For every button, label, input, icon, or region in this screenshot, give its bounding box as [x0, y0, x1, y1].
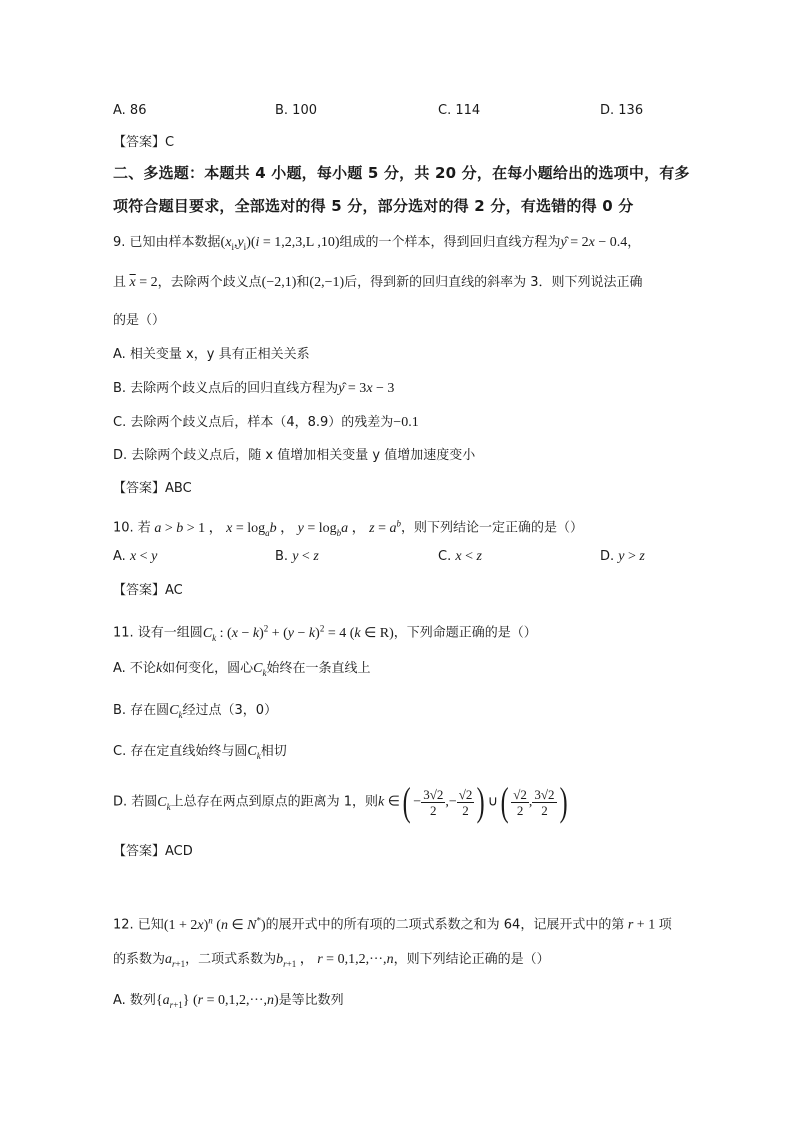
q9-option-d: D. 去除两个歧义点后，随 x 值增加相关变量 y 值增加速度变小	[113, 448, 476, 463]
q8-option-d: D. 136	[600, 103, 644, 118]
q8-option-a: A. 86	[113, 103, 147, 118]
q9-option-b: B. 去除两个歧义点后的回归直线方程为ŷ = 3x − 3	[113, 381, 395, 396]
q12-stem-line2: 的系数为$a_{r+1}$，二项式系数为$b_{r+1}$ ， r = 0,1,2,···,n，则下列结论正确的是（）	[113, 952, 550, 969]
q11-option-d: D. 若圆$C_k$上总存在两点到原点的距离为 1，则k ∈( − $\frac{3√2}{2}$ ,− $\frac{√2}{2}$ ) ∪( $\frac{√2}{2}$ , $\frac{3√2}{2}$ )	[113, 779, 568, 824]
section2-line1: 二、多选题：本题共 4 小题，每小题 5 分，共 20 分，在每小题给出的选项中，有多	[113, 164, 690, 182]
section2-line2: 项符合题目要求，全部选对的得 5 分，部分选对的得 2 分，有选错的得 0 分	[113, 197, 634, 215]
q11-stem: 11. 设有一组圆$C_k$ : $(x - k)^2 + (y - k)^2 = 4$ (k ∈ R)，下列命题正确的是（）	[113, 623, 537, 643]
q9-option-a: A. 相关变量 x，y 具有正相关关系	[113, 347, 310, 362]
q11-option-b: B. 存在圆$C_k$经过点（3，0）	[113, 703, 278, 720]
q10-option-c: C. x < z	[438, 549, 482, 564]
q12-stem-line1: 12. 已知$(1 + 2x)^n$ (n ∈ N*)的展开式中的所有项的二项式系数之和为 64，记展开式中的第 r + 1 项	[113, 915, 672, 933]
q8-option-b: B. 100	[275, 103, 317, 118]
q8-answer: 【答案】C	[113, 135, 175, 150]
q11-option-c: C. 存在定直线始终与圆$C_k$相切	[113, 744, 287, 761]
q9-answer: 【答案】ABC	[113, 481, 192, 496]
q9-stem-line1: 9. 已知由样本数据$(x_i,y_i)(i = 1,2,3,L$ ,10)组成的一个样本，得到回归直线方程为ŷ = 2x − 0.4，	[113, 235, 641, 252]
q9-stem-line3: 的是（）	[113, 313, 166, 328]
q11-answer: 【答案】ACD	[113, 844, 193, 859]
q10-option-b: B. y < z	[275, 549, 319, 564]
q10-stem: 10. 若 a > b > 1 ， $x = \log_ab$ ， $y = \log_ba$ ， $z = a^b$，则下列结论一定正确的是（）	[113, 518, 584, 538]
q10-answer: 【答案】AC	[113, 583, 183, 598]
q12-option-a: A. 数列$\{a_{r+1}\} (r = 0,1,2,\cdot\cdot\cdot,n)$是等比数列	[113, 993, 344, 1010]
q11-option-a: A. 不论k如何变化，圆心$C_k$始终在一条直线上	[113, 661, 371, 678]
q10-option-a: A. x < y	[113, 549, 158, 564]
q9-stem-line2: 且 $\overline{x} = 2$，去除两个歧义点(−2,1)和(2,−1)后，得到新的回归直线的斜率为 3．则下列说法正确	[113, 275, 643, 290]
q9-option-c: C. 去除两个歧义点后，样本（4，8.9）的残差为−0.1	[113, 415, 419, 430]
q8-option-c: C. 114	[438, 103, 481, 118]
q10-option-d: D. y > z	[600, 549, 645, 564]
